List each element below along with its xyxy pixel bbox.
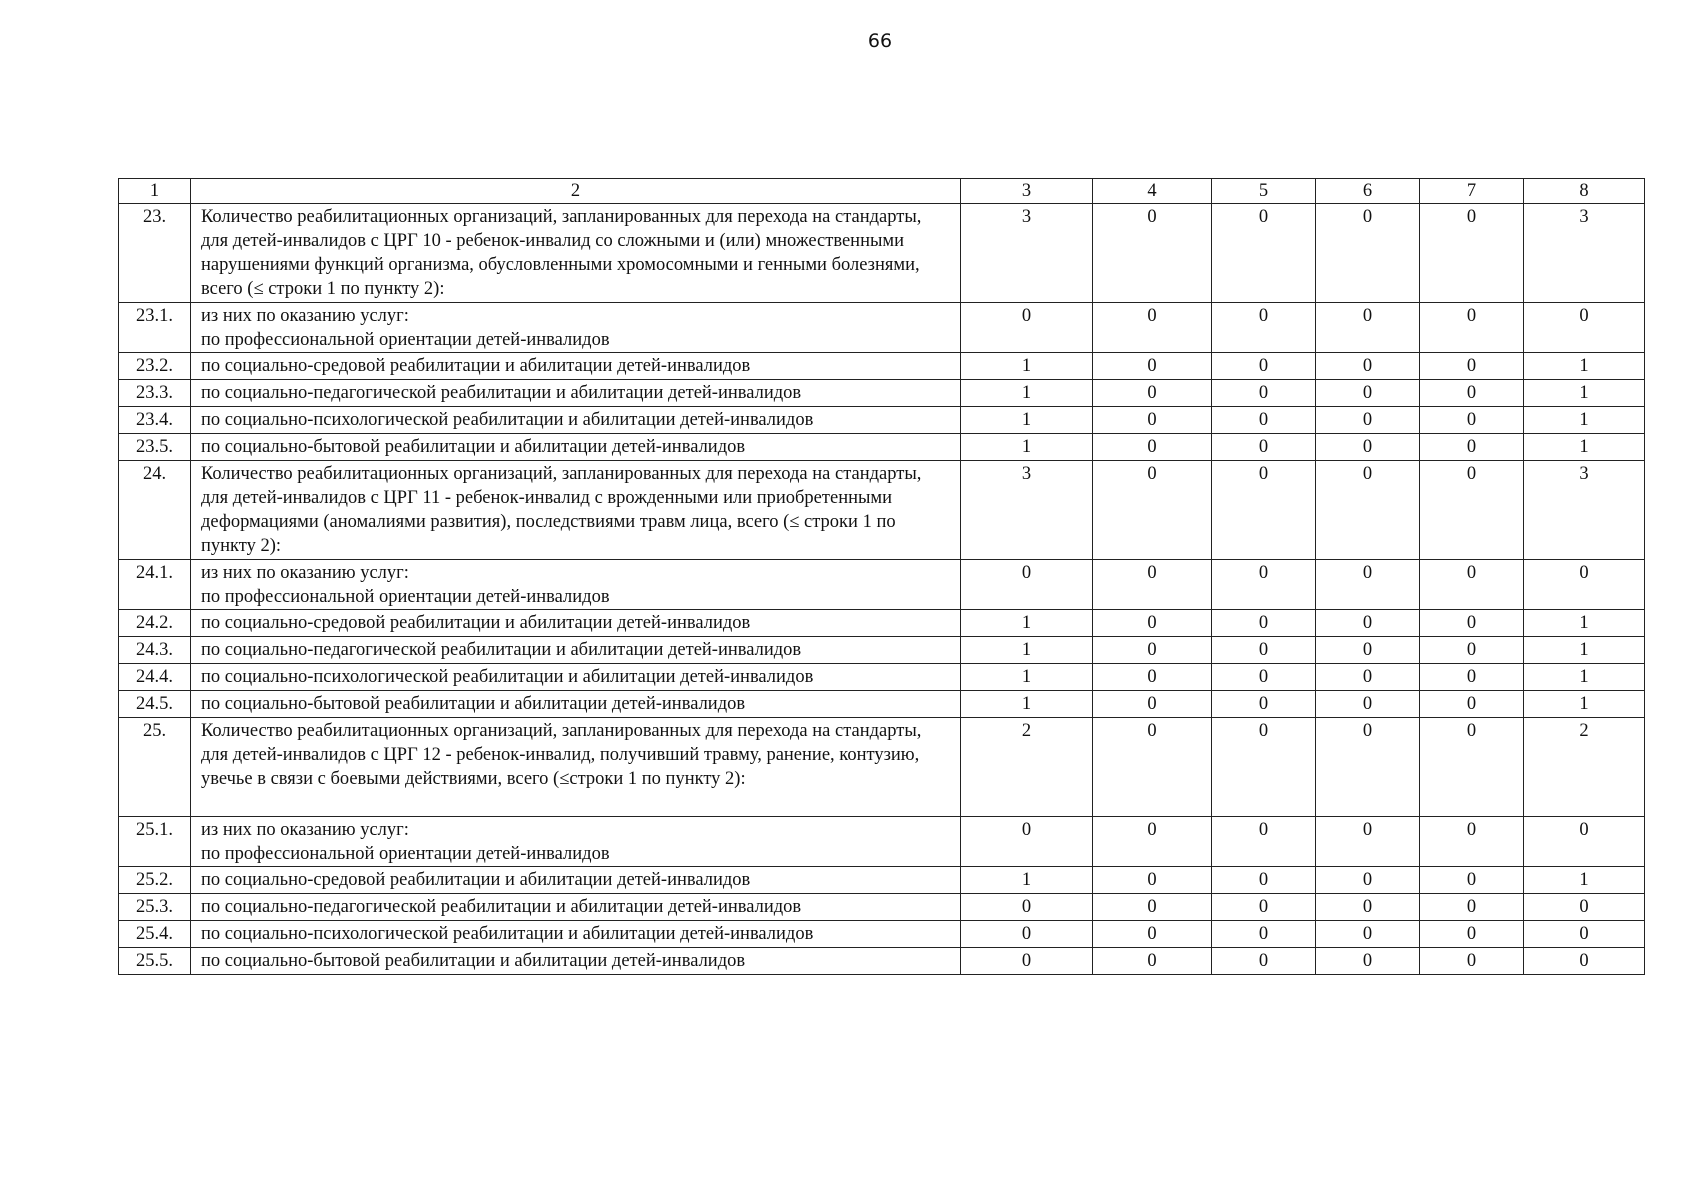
value-cell: 1 — [1524, 867, 1645, 894]
value-cell: 3 — [961, 204, 1093, 303]
row-description-cell: по социально-бытовой реабилитации и абилитации детей-инвалидов — [191, 948, 961, 975]
table-row — [119, 380, 1645, 407]
header-cell: 7 — [1420, 179, 1524, 204]
value-cell: 0 — [1212, 610, 1316, 637]
value-cell: 0 — [1093, 610, 1212, 637]
value-cell: 0 — [1316, 380, 1420, 407]
value-cell: 0 — [961, 894, 1093, 921]
value-cell: 0 — [1524, 303, 1645, 353]
value-cell: 0 — [1420, 867, 1524, 894]
row-number-cell: 25.1. — [119, 817, 191, 867]
row-number-cell: 24.1. — [119, 560, 191, 610]
value-cell: 0 — [1093, 637, 1212, 664]
value-cell: 0 — [1093, 921, 1212, 948]
value-cell: 0 — [1093, 380, 1212, 407]
table-row — [119, 461, 1645, 560]
table-row — [119, 894, 1645, 921]
row-description-cell: Количество реабилитационных организаций, запланированных для перехода на стандарты, для детей-инвалидов с ЦРГ 12 - ребенок-инвалид, получивший травму, ранение, контузию, увечье в связи с боевыми действиями, всего (≤строки 1 по пункту 2): — [191, 718, 961, 817]
row-number-cell: 23.3. — [119, 380, 191, 407]
value-cell: 0 — [1093, 560, 1212, 610]
value-cell: 0 — [1420, 204, 1524, 303]
value-cell: 1 — [1524, 434, 1645, 461]
row-number-cell: 23.1. — [119, 303, 191, 353]
header-cell: 8 — [1524, 179, 1645, 204]
table-row — [119, 921, 1645, 948]
value-cell: 0 — [1420, 407, 1524, 434]
table-row — [119, 407, 1645, 434]
value-cell: 0 — [1316, 353, 1420, 380]
value-cell: 0 — [1093, 867, 1212, 894]
value-cell: 1 — [1524, 380, 1645, 407]
value-cell: 0 — [1212, 664, 1316, 691]
value-cell: 1 — [961, 610, 1093, 637]
value-cell: 0 — [961, 948, 1093, 975]
row-number-cell: 25.2. — [119, 867, 191, 894]
page-number: 66 — [867, 30, 893, 52]
value-cell: 0 — [1524, 894, 1645, 921]
value-cell: 0 — [1093, 204, 1212, 303]
value-cell: 1 — [961, 407, 1093, 434]
value-cell: 1 — [1524, 664, 1645, 691]
value-cell: 0 — [1093, 691, 1212, 718]
row-description-cell: Количество реабилитационных организаций, запланированных для перехода на стандарты, для детей-инвалидов с ЦРГ 10 - ребенок-инвалид со сложными и (или) множественными нарушениями функций организма, обусловленными хромосомными и генными болезнями, всего (≤ строки 1 по пункту 2): — [191, 204, 961, 303]
value-cell: 0 — [1420, 948, 1524, 975]
row-number-cell: 23.2. — [119, 353, 191, 380]
value-cell: 0 — [1316, 894, 1420, 921]
value-cell: 0 — [1093, 434, 1212, 461]
value-cell: 0 — [1420, 610, 1524, 637]
table-row — [119, 610, 1645, 637]
table-body — [119, 179, 1645, 975]
value-cell: 1 — [1524, 691, 1645, 718]
value-cell: 0 — [1093, 948, 1212, 975]
value-cell: 0 — [1212, 691, 1316, 718]
value-cell: 0 — [1316, 610, 1420, 637]
value-cell: 0 — [1316, 303, 1420, 353]
table-row — [119, 664, 1645, 691]
row-number-cell: 25. — [119, 718, 191, 817]
row-number-cell: 24.4. — [119, 664, 191, 691]
value-cell: 0 — [1524, 817, 1645, 867]
header-cell: 2 — [191, 179, 961, 204]
value-cell: 0 — [1420, 817, 1524, 867]
value-cell: 0 — [1316, 817, 1420, 867]
value-cell: 0 — [1316, 560, 1420, 610]
value-cell: 0 — [1420, 303, 1524, 353]
row-description-cell: по социально-бытовой реабилитации и абилитации детей-инвалидов — [191, 691, 961, 718]
value-cell: 0 — [1316, 664, 1420, 691]
value-cell: 0 — [1420, 434, 1524, 461]
table-row — [119, 817, 1645, 867]
value-cell: 0 — [1420, 461, 1524, 560]
value-cell: 0 — [1316, 434, 1420, 461]
value-cell: 0 — [1093, 303, 1212, 353]
value-cell: 3 — [961, 461, 1093, 560]
table-row — [119, 948, 1645, 975]
table-row — [119, 353, 1645, 380]
header-cell: 1 — [119, 179, 191, 204]
value-cell: 0 — [1212, 204, 1316, 303]
value-cell: 0 — [1212, 948, 1316, 975]
row-number-cell: 25.4. — [119, 921, 191, 948]
row-description-cell: из них по оказанию услуг: по профессиональной ориентации детей-инвалидов — [191, 817, 961, 867]
header-cell: 3 — [961, 179, 1093, 204]
value-cell: 0 — [1316, 867, 1420, 894]
value-cell: 0 — [1093, 718, 1212, 817]
value-cell: 1 — [1524, 353, 1645, 380]
value-cell: 0 — [1524, 948, 1645, 975]
row-description-cell: по социально-средовой реабилитации и абилитации детей-инвалидов — [191, 610, 961, 637]
value-cell: 0 — [1420, 353, 1524, 380]
value-cell: 0 — [1093, 353, 1212, 380]
value-cell: 0 — [1093, 461, 1212, 560]
value-cell: 1 — [961, 380, 1093, 407]
table-header-row — [119, 179, 1645, 204]
value-cell: 0 — [1420, 894, 1524, 921]
value-cell: 0 — [1316, 921, 1420, 948]
value-cell: 0 — [1212, 718, 1316, 817]
table-row — [119, 434, 1645, 461]
value-cell: 1 — [1524, 407, 1645, 434]
value-cell: 0 — [1212, 637, 1316, 664]
value-cell: 0 — [1420, 921, 1524, 948]
value-cell: 0 — [1420, 380, 1524, 407]
row-description-cell: Количество реабилитационных организаций, запланированных для перехода на стандарты, для детей-инвалидов с ЦРГ 11 - ребенок-инвалид с врожденными или приобретенными деформациями (аномалиями развития), последствиями травм лица, всего (≤ строки 1 по пункту 2): — [191, 461, 961, 560]
value-cell: 0 — [1316, 407, 1420, 434]
value-cell: 0 — [1420, 664, 1524, 691]
value-cell: 1 — [961, 353, 1093, 380]
value-cell: 0 — [1212, 303, 1316, 353]
row-number-cell: 25.3. — [119, 894, 191, 921]
value-cell: 0 — [1212, 380, 1316, 407]
value-cell: 0 — [1212, 461, 1316, 560]
value-cell: 0 — [1212, 560, 1316, 610]
value-cell: 2 — [1524, 718, 1645, 817]
value-cell: 3 — [1524, 204, 1645, 303]
table-row — [119, 718, 1645, 817]
row-description-cell: по социально-психологической реабилитации и абилитации детей-инвалидов — [191, 407, 961, 434]
row-description-cell: по социально-психологической реабилитации и абилитации детей-инвалидов — [191, 664, 961, 691]
row-number-cell: 23.4. — [119, 407, 191, 434]
value-cell: 0 — [1316, 637, 1420, 664]
value-cell: 0 — [1212, 921, 1316, 948]
value-cell: 0 — [1212, 817, 1316, 867]
value-cell: 0 — [1316, 461, 1420, 560]
value-cell: 0 — [1093, 894, 1212, 921]
value-cell: 0 — [1524, 921, 1645, 948]
row-number-cell: 24. — [119, 461, 191, 560]
row-description-cell: по социально-педагогической реабилитации и абилитации детей-инвалидов — [191, 894, 961, 921]
value-cell: 0 — [1212, 894, 1316, 921]
table-row — [119, 204, 1645, 303]
table-row — [119, 303, 1645, 353]
value-cell: 3 — [1524, 461, 1645, 560]
table-row — [119, 637, 1645, 664]
value-cell: 1 — [961, 664, 1093, 691]
row-number-cell: 25.5. — [119, 948, 191, 975]
value-cell: 0 — [961, 560, 1093, 610]
row-number-cell: 24.2. — [119, 610, 191, 637]
value-cell: 0 — [961, 303, 1093, 353]
row-description-cell: по социально-психологической реабилитации и абилитации детей-инвалидов — [191, 921, 961, 948]
value-cell: 0 — [1420, 691, 1524, 718]
value-cell: 0 — [1212, 353, 1316, 380]
data-table — [118, 178, 1645, 975]
value-cell: 0 — [1316, 718, 1420, 817]
table-row — [119, 560, 1645, 610]
header-cell: 5 — [1212, 179, 1316, 204]
value-cell: 1 — [961, 637, 1093, 664]
value-cell: 0 — [1420, 718, 1524, 817]
value-cell: 0 — [1212, 867, 1316, 894]
value-cell: 0 — [1316, 204, 1420, 303]
value-cell: 1 — [961, 691, 1093, 718]
value-cell: 0 — [1420, 560, 1524, 610]
row-description-cell: из них по оказанию услуг: по профессиональной ориентации детей-инвалидов — [191, 560, 961, 610]
value-cell: 0 — [1093, 664, 1212, 691]
value-cell: 0 — [1420, 637, 1524, 664]
row-number-cell: 23. — [119, 204, 191, 303]
value-cell: 2 — [961, 718, 1093, 817]
row-description-cell: из них по оказанию услуг: по профессиональной ориентации детей-инвалидов — [191, 303, 961, 353]
value-cell: 0 — [961, 817, 1093, 867]
row-description-cell: по социально-бытовой реабилитации и абилитации детей-инвалидов — [191, 434, 961, 461]
row-description-cell: по социально-педагогической реабилитации и абилитации детей-инвалидов — [191, 380, 961, 407]
table-row — [119, 867, 1645, 894]
value-cell: 0 — [1316, 691, 1420, 718]
table-row — [119, 691, 1645, 718]
value-cell: 0 — [1212, 434, 1316, 461]
value-cell: 0 — [1316, 948, 1420, 975]
row-number-cell: 24.3. — [119, 637, 191, 664]
value-cell: 1 — [961, 434, 1093, 461]
value-cell: 1 — [1524, 637, 1645, 664]
row-description-cell: по социально-средовой реабилитации и абилитации детей-инвалидов — [191, 353, 961, 380]
value-cell: 0 — [961, 921, 1093, 948]
value-cell: 0 — [1093, 817, 1212, 867]
value-cell: 0 — [1093, 407, 1212, 434]
header-cell: 6 — [1316, 179, 1420, 204]
value-cell: 1 — [1524, 610, 1645, 637]
row-number-cell: 23.5. — [119, 434, 191, 461]
value-cell: 1 — [961, 867, 1093, 894]
value-cell: 0 — [1524, 560, 1645, 610]
header-cell: 4 — [1093, 179, 1212, 204]
value-cell: 0 — [1212, 407, 1316, 434]
row-description-cell: по социально-средовой реабилитации и абилитации детей-инвалидов — [191, 867, 961, 894]
row-description-cell: по социально-педагогической реабилитации и абилитации детей-инвалидов — [191, 637, 961, 664]
row-number-cell: 24.5. — [119, 691, 191, 718]
